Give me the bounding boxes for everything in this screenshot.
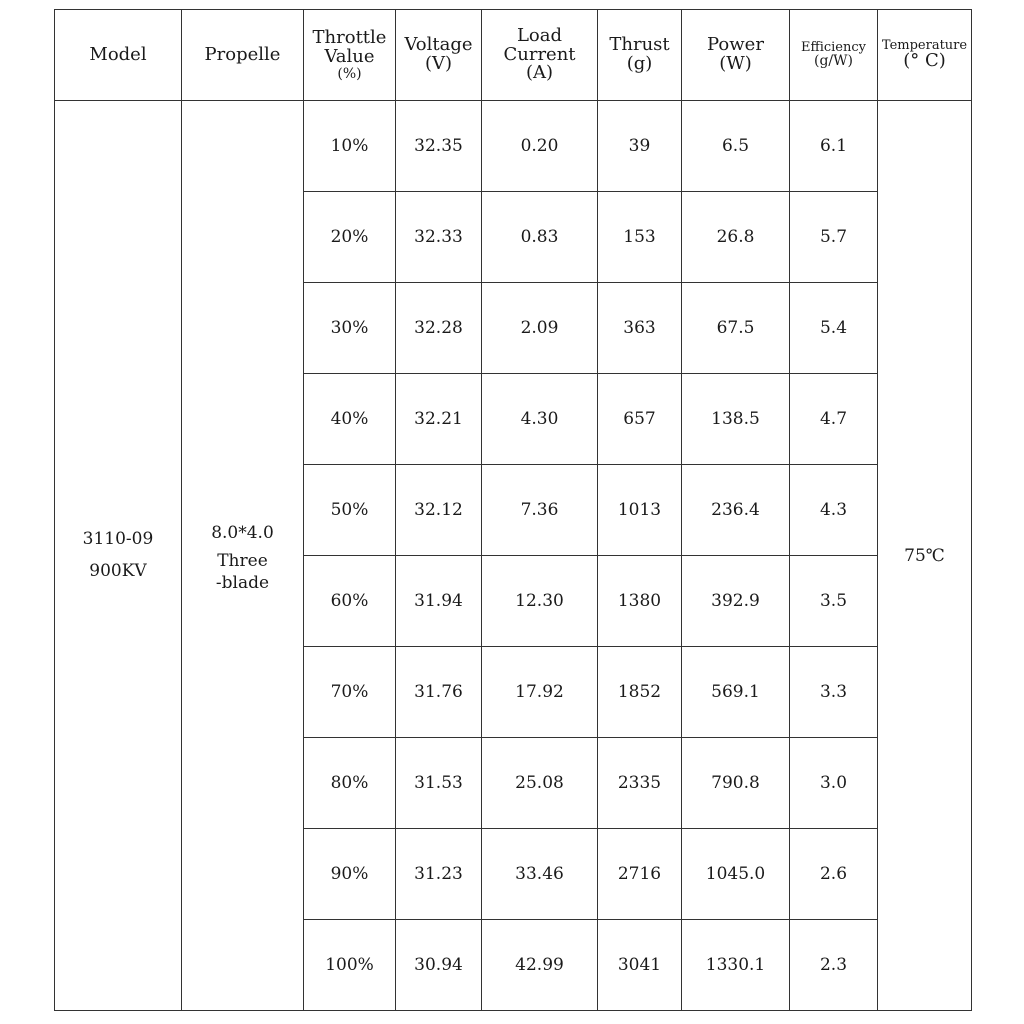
cell-power: 790.8 [682, 738, 790, 829]
header-row [55, 10, 972, 101]
cell-power: 236.4 [682, 465, 790, 556]
header-voltage [396, 10, 482, 101]
cell-throttle: 60% [304, 556, 396, 647]
cell-current: 7.36 [482, 465, 598, 556]
header-power-unit: (W) [719, 53, 752, 74]
header-current [482, 10, 598, 101]
cell-current: 0.20 [482, 101, 598, 192]
cell-throttle: 70% [304, 647, 396, 738]
cell-efficiency: 3.3 [790, 647, 878, 738]
header-current-line2: Current [503, 43, 576, 65]
header-throttle-line1: Throttle [312, 26, 387, 48]
header-temperature-unit: (° C) [903, 50, 946, 72]
cell-voltage: 32.35 [396, 101, 482, 192]
header-propeller [182, 10, 304, 101]
cell-power: 6.5 [682, 101, 790, 192]
temperature-cell: 75℃ [878, 101, 972, 1011]
cell-efficiency: 2.6 [790, 829, 878, 920]
header-thrust [598, 10, 682, 101]
cell-power: 67.5 [682, 283, 790, 374]
cell-current: 42.99 [482, 920, 598, 1011]
cell-voltage: 32.28 [396, 283, 482, 374]
cell-throttle: 80% [304, 738, 396, 829]
cell-throttle: 100% [304, 920, 396, 1011]
cell-thrust: 1380 [598, 556, 682, 647]
cell-voltage: 31.94 [396, 556, 482, 647]
motor-test-table [54, 9, 972, 1011]
header-voltage-label: Voltage [404, 34, 473, 56]
cell-current: 0.83 [482, 192, 598, 283]
cell-current: 12.30 [482, 556, 598, 647]
cell-efficiency: 3.0 [790, 738, 878, 829]
header-temperature-label: Temperature [881, 37, 968, 53]
cell-efficiency: 6.1 [790, 101, 878, 192]
propeller-cell [182, 101, 304, 1011]
header-voltage-unit: (V) [424, 53, 453, 74]
model-name: 3110-09 [82, 529, 154, 550]
table-row [55, 101, 972, 192]
header-efficiency-unit: (g/W) [814, 53, 853, 70]
header-thrust-unit: (g) [626, 53, 653, 74]
cell-current: 33.46 [482, 829, 598, 920]
cell-throttle: 90% [304, 829, 396, 920]
header-current-unit: (A) [525, 62, 554, 84]
cell-thrust: 2716 [598, 829, 682, 920]
header-throttle-unit: (%) [337, 65, 362, 82]
cell-voltage: 32.33 [396, 192, 482, 283]
cell-voltage: 31.53 [396, 738, 482, 829]
cell-thrust: 39 [598, 101, 682, 192]
model-cell [55, 101, 182, 1011]
model-kv: 900KV [89, 560, 147, 581]
header-throttle [304, 10, 396, 101]
cell-current: 25.08 [482, 738, 598, 829]
cell-thrust: 363 [598, 283, 682, 374]
cell-power: 26.8 [682, 192, 790, 283]
cell-thrust: 2335 [598, 738, 682, 829]
cell-efficiency: 4.3 [790, 465, 878, 556]
cell-throttle: 30% [304, 283, 396, 374]
propeller-size: 8.0*4.0 [211, 523, 274, 544]
cell-efficiency: 3.5 [790, 556, 878, 647]
propeller-type-line2: -blade [215, 572, 270, 593]
header-model [55, 10, 182, 101]
cell-thrust: 1852 [598, 647, 682, 738]
header-power-label: Power [707, 34, 764, 56]
header-efficiency-label: Efficiency [800, 39, 866, 55]
cell-thrust: 3041 [598, 920, 682, 1011]
cell-thrust: 153 [598, 192, 682, 283]
cell-current: 4.30 [482, 374, 598, 465]
cell-throttle: 20% [304, 192, 396, 283]
cell-power: 569.1 [682, 647, 790, 738]
cell-voltage: 30.94 [396, 920, 482, 1011]
cell-voltage: 31.76 [396, 647, 482, 738]
cell-throttle: 50% [304, 465, 396, 556]
cell-current: 17.92 [482, 647, 598, 738]
header-throttle-line2: Value [324, 45, 375, 67]
cell-power: 392.9 [682, 556, 790, 647]
header-power [682, 10, 790, 101]
header-temperature [878, 10, 972, 101]
cell-thrust: 1013 [598, 465, 682, 556]
header-thrust-label: Thrust [609, 34, 670, 56]
cell-efficiency: 5.4 [790, 283, 878, 374]
header-efficiency [790, 10, 878, 101]
cell-throttle: 40% [304, 374, 396, 465]
header-current-line1: Load [516, 24, 563, 46]
cell-efficiency: 2.3 [790, 920, 878, 1011]
propeller-type-line1: Three [217, 550, 268, 571]
cell-efficiency: 4.7 [790, 374, 878, 465]
header-model-label: Model [89, 43, 147, 65]
cell-power: 1045.0 [682, 829, 790, 920]
cell-efficiency: 5.7 [790, 192, 878, 283]
cell-voltage: 32.12 [396, 465, 482, 556]
cell-power: 1330.1 [682, 920, 790, 1011]
cell-current: 2.09 [482, 283, 598, 374]
cell-voltage: 32.21 [396, 374, 482, 465]
cell-thrust: 657 [598, 374, 682, 465]
header-propeller-label: Propelle [204, 43, 281, 65]
cell-voltage: 31.23 [396, 829, 482, 920]
cell-throttle: 10% [304, 101, 396, 192]
cell-power: 138.5 [682, 374, 790, 465]
